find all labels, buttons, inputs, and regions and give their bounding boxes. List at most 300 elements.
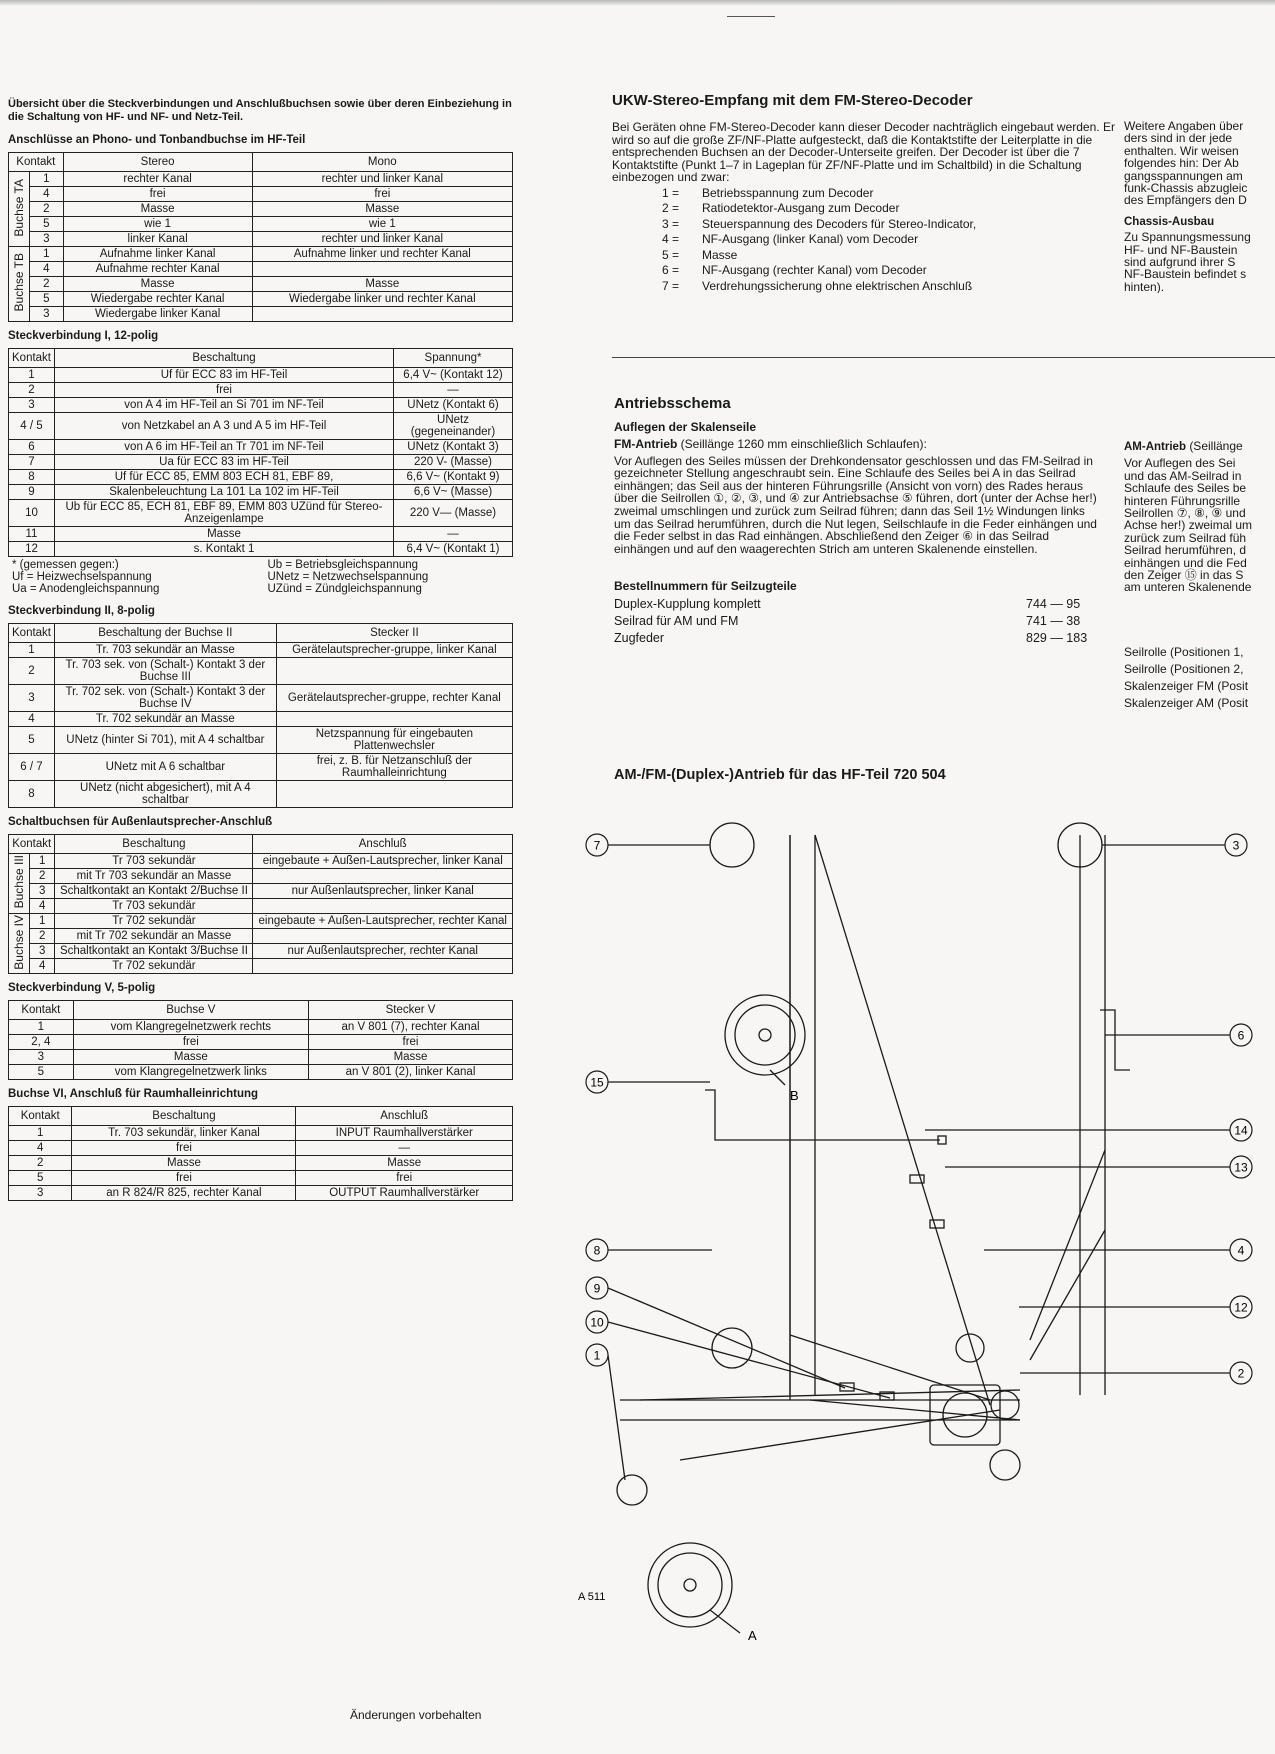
bestell-list	[614, 595, 1099, 646]
table-cell: OUTPUT Raumhallverstärker	[296, 1186, 513, 1201]
side-line: Seilrollen ⑦, ⑧, ⑨ und	[1124, 506, 1246, 521]
side-line: hinteren Führungsrille	[1124, 493, 1241, 508]
table-row	[9, 368, 513, 383]
ukw-side-column	[1124, 120, 1275, 293]
table-row	[9, 869, 513, 884]
side-line: Skalenzeiger AM (Posit	[1124, 696, 1249, 710]
pointer-15	[705, 1090, 940, 1140]
table-cell: Masse	[309, 1050, 513, 1065]
order-item	[614, 595, 1099, 612]
note-line: UNetz = Netzwechselspannung	[267, 571, 429, 583]
fm-length: (Seillänge 1260 mm einschließlich Schlaufen):	[680, 437, 927, 451]
table-cell: Wiedergabe rechter Kanal	[63, 292, 252, 307]
b6-title: Buchse VI, Anschluß für Raumhalleinrichtung	[8, 1088, 259, 1100]
list-text: NF-Ausgang (rechter Kanal) vom Decoder	[702, 263, 927, 278]
table-cell	[276, 781, 512, 808]
column-header: Kontakt	[9, 624, 55, 643]
table-row	[9, 1020, 513, 1035]
table-header-row	[9, 835, 513, 854]
column-header: Buchse V	[73, 1001, 308, 1020]
column-header: Mono	[252, 153, 512, 172]
list-item	[662, 186, 1117, 202]
table-cell: Tr 702 sekundär	[55, 914, 253, 929]
table-cell: 2, 4	[9, 1035, 74, 1050]
table-row	[9, 277, 513, 292]
callout-label: 14	[1234, 1123, 1248, 1138]
table-cell: 220 V— (Masse)	[394, 500, 513, 527]
side-line: des Empfängers den D	[1124, 193, 1247, 208]
table-cell: frei	[252, 187, 512, 202]
table-cell: 6,4 V~ (Kontakt 12)	[394, 368, 513, 383]
side-line: gangsspannungen am	[1124, 168, 1243, 183]
column-header: Beschaltung	[55, 835, 253, 854]
column-header: Beschaltung	[55, 349, 394, 368]
table-cell: 220 V- (Masse)	[394, 455, 513, 470]
phono-table	[8, 152, 513, 322]
table-cell: 2	[30, 869, 55, 884]
table-cell: 8	[9, 470, 55, 485]
table-row	[9, 781, 513, 808]
table-cell: UNetz (hinter Si 701), mit A 4 schaltbar	[55, 727, 277, 754]
bestell-side-column	[1124, 644, 1275, 712]
table-cell: frei	[55, 383, 394, 398]
table-cell	[253, 959, 513, 974]
table-cell: 7	[9, 455, 55, 470]
table-row	[9, 202, 513, 217]
table-cell: 2	[30, 277, 64, 292]
table-row	[9, 383, 513, 398]
list-number: 5 =	[662, 247, 680, 262]
table-row	[9, 658, 513, 685]
table-cell: wie 1	[63, 217, 252, 232]
table-cell: 1	[9, 643, 55, 658]
table-cell: 1	[9, 1020, 74, 1035]
schaltbuchsen-table	[8, 834, 513, 974]
side-line: sind aufgrund ihrer S	[1124, 255, 1236, 270]
table-row	[9, 1035, 513, 1050]
table-cell: 3	[9, 1050, 74, 1065]
list-number: 1 =	[662, 185, 680, 200]
callout-label: 9	[593, 1281, 601, 1296]
table-cell: Aufnahme rechter Kanal	[63, 262, 252, 277]
table-cell: Tr 703 sekundär	[55, 854, 253, 869]
table-cell: UNetz (nicht abgesichert), mit A 4 schaltbar	[55, 781, 277, 808]
bestell-title: Bestellnummern für Seilzugteile	[614, 579, 797, 594]
side-line: einhängen und die Fed	[1124, 555, 1247, 570]
table-cell: mit Tr 703 sekundär an Masse	[55, 869, 253, 884]
table-cell: 2	[9, 658, 55, 685]
table-cell: 1	[30, 854, 55, 869]
table-cell: Uf für ECC 85, EMM 803 ECH 81, EBF 89,	[55, 470, 394, 485]
list-number: 4 =	[662, 232, 680, 247]
table-row	[9, 643, 513, 658]
callout-label: 4	[1237, 1243, 1245, 1258]
side-line: ders sind in der jede	[1124, 131, 1233, 146]
note-line: * (gemessen gegen:)	[12, 559, 119, 571]
label-a: A	[748, 1628, 757, 1643]
side-line: folgendes hin: Der Ab	[1124, 156, 1239, 171]
side-line: NF-Baustein befindet s	[1124, 267, 1247, 282]
cable	[815, 835, 990, 1405]
table-row	[9, 1141, 513, 1156]
order-label: Duplex-Kupplung komplett	[614, 596, 761, 611]
table-row	[9, 485, 513, 500]
table-cell: Wiedergabe linker Kanal	[63, 307, 252, 322]
table-row	[9, 470, 513, 485]
table-cell: Tr 702 sekundär	[55, 959, 253, 974]
table-cell: 2	[30, 929, 55, 944]
callout-label: 15	[590, 1075, 604, 1090]
column-header: Kontakt	[9, 153, 64, 172]
table-cell: —	[296, 1141, 513, 1156]
order-number: 829 — 183	[1026, 630, 1088, 645]
table-cell: 5	[9, 1171, 72, 1186]
note-line: Uf = Heizwechselspannung	[12, 571, 152, 583]
table-cell: vom Klangregelnetzwerk links	[73, 1065, 308, 1080]
s2-table	[8, 623, 513, 808]
s5-title: Steckverbindung V, 5-polig	[8, 982, 156, 994]
cable	[680, 1410, 1000, 1460]
table-row	[9, 854, 513, 869]
side-line: funk-Chassis abzugleic	[1124, 181, 1248, 196]
group-label	[9, 854, 30, 914]
table-cell: Aufnahme linker und rechter Kanal	[252, 247, 512, 262]
table-header-row	[9, 624, 513, 643]
table-row	[9, 542, 513, 557]
table-cell: Aufnahme linker Kanal	[63, 247, 252, 262]
s1-notes	[12, 559, 513, 595]
s1-title: Steckverbindung I, 12-polig	[8, 330, 159, 342]
list-text: Betriebsspannung zum Decoder	[702, 185, 874, 200]
column-header: Beschaltung	[72, 1107, 296, 1126]
table-row	[9, 413, 513, 440]
fm-text: Vor Auflegen des Seiles müssen der Drehkondensator geschlossen und das FM-Seilrad in gezeichneter Stellung angeschraubt sein. Eine Schlaufe des Seiles bei A in das Seilrad einhängen; das Seil aus der hinteren Führungsrille (Ansicht von vorn) des Rades heraus über die Seilrollen ①, ②, ③, und ④ zur Antriebsachse ⑤ führen, dort (unter der Achse her!) zweimal umschlingen und zurück zum Seilrad führen; dann das Seil 1½ Windungen links um das Seilrad herumführen, durch die Nut legen, Seilschlaufe in die Feder einhängen und die Feder selbst in das Rad einhängen. Abschließend den Zeiger ⑥ in das Seilrad einhängen und auf den waagerechten Strich am unteren Skalenende einstellen.	[614, 453, 1097, 556]
table-cell: 6,6 V~ (Kontakt 9)	[394, 470, 513, 485]
list-text: NF-Ausgang (linker Kanal) vom Decoder	[702, 232, 919, 247]
table-row	[9, 455, 513, 470]
list-item	[662, 201, 1117, 217]
fm-title: FM-Antrieb	[614, 437, 678, 451]
group-label	[9, 247, 30, 322]
group-label-text: Buchse III	[12, 855, 26, 909]
order-number: 744 — 95	[1026, 596, 1081, 611]
table-cell: 5	[30, 217, 64, 232]
table-row	[9, 1156, 513, 1171]
chassis-title: Chassis-Ausbau	[1124, 215, 1215, 228]
table-cell: von A 4 im HF-Teil an Si 701 im NF-Teil	[55, 398, 394, 413]
column-header: Kontakt	[9, 1107, 72, 1126]
table-cell: rechter und linker Kanal	[252, 172, 512, 187]
table-cell: UNetz (Kontakt 3)	[394, 440, 513, 455]
table-cell: 8	[9, 781, 55, 808]
callout-line	[710, 1610, 740, 1633]
note-line: Ub = Betriebsgleichspannung	[267, 559, 419, 571]
table-cell: Schaltkontakt an Kontakt 3/Buchse II	[55, 944, 253, 959]
column-header: Anschluß	[253, 835, 513, 854]
table-cell: an R 824/R 825, rechter Kanal	[72, 1186, 296, 1201]
callout-label: 7	[593, 838, 601, 853]
table-row	[9, 187, 513, 202]
table-cell: Tr. 703 sekundär, linker Kanal	[72, 1126, 296, 1141]
table-cell: 1	[30, 172, 64, 187]
table-cell: von Netzkabel an A 3 und A 5 im HF-Teil	[55, 413, 394, 440]
list-number: 2 =	[662, 201, 680, 216]
table-cell: 4	[30, 899, 55, 914]
wheel-b	[725, 995, 805, 1075]
side-line: enthalten. Wir weisen	[1124, 143, 1239, 158]
table-row	[9, 929, 513, 944]
table-row	[9, 1065, 513, 1080]
cable	[810, 1400, 1020, 1420]
callout-label: 12	[1234, 1300, 1248, 1315]
table-cell	[276, 658, 512, 685]
table-row	[9, 440, 513, 455]
wheel-a-inner	[658, 1553, 722, 1617]
table-cell: Tr 703 sekundär	[55, 899, 253, 914]
callout-line	[608, 1322, 890, 1398]
side-line: zurück zum Seilrad füh	[1124, 530, 1247, 545]
order-item	[614, 612, 1099, 629]
diagram-ref: A 511	[578, 1591, 606, 1603]
table-cell: Netzspannung für eingebauten Plattenwechsler	[276, 727, 512, 754]
table-cell: wie 1	[252, 217, 512, 232]
table-cell	[252, 307, 512, 322]
table-cell: 6,4 V~ (Kontakt 1)	[394, 542, 513, 557]
table-cell: Masse	[73, 1050, 308, 1065]
column-header: Kontakt	[9, 1001, 74, 1020]
callout-label: 3	[1232, 838, 1240, 853]
wheel-b-hub	[759, 1029, 771, 1041]
wheel-a	[648, 1543, 732, 1627]
group-label-text: Buchse TB	[12, 253, 26, 312]
list-text: Ratiodetektor-Ausgang zum Decoder	[702, 201, 900, 216]
table-cell: 1	[9, 368, 55, 383]
table-row	[9, 500, 513, 527]
table-row	[9, 1186, 513, 1201]
table-cell: 6 / 7	[9, 754, 55, 781]
table-cell: Masse	[63, 202, 252, 217]
cable	[790, 1335, 990, 1400]
table-cell: an V 801 (2), linker Kanal	[309, 1065, 513, 1080]
table-cell: 6	[9, 440, 55, 455]
table-cell: Masse	[55, 527, 394, 542]
order-item	[614, 629, 1099, 646]
side-line: Skalenzeiger FM (Posit	[1124, 679, 1249, 693]
table-row	[9, 247, 513, 262]
table-cell: 4 / 5	[9, 413, 55, 440]
table-cell: Ua für ECC 83 im HF-Teil	[55, 455, 394, 470]
am-length: (Seillänge	[1189, 440, 1243, 453]
fm-heading	[614, 438, 1099, 451]
table-cell: 11	[9, 527, 55, 542]
table-cell: Masse	[252, 202, 512, 217]
s2-title: Steckverbindung II, 8-polig	[8, 605, 155, 617]
table-cell	[253, 929, 513, 944]
column-header: Stereo	[63, 153, 252, 172]
table-cell: UNetz mit A 6 schaltbar	[55, 754, 277, 781]
note-line: UZünd = Zündgleichspannung	[267, 583, 422, 595]
table-cell: 3	[9, 398, 55, 413]
side-line: Zu Spannungsmessung	[1124, 230, 1251, 245]
table-cell: INPUT Raumhallverstärker	[296, 1126, 513, 1141]
diagram-title-wrap	[614, 767, 1114, 795]
table-cell: Uf für ECC 83 im HF-Teil	[55, 368, 394, 383]
table-cell: Schaltkontakt an Kontakt 2/Buchse II	[55, 884, 253, 899]
diagram-title: AM-/FM-(Duplex-)Antrieb für das HF-Teil 720 504	[614, 767, 946, 783]
schaltbuchsen-title: Schaltbuchsen für Außenlautsprecher-Anschluß	[8, 816, 273, 828]
section-divider	[612, 357, 1275, 358]
table-cell: 3	[9, 685, 55, 712]
antrieb-sub: Auflegen der Skalenseile	[614, 420, 757, 434]
list-item	[662, 232, 1117, 248]
list-number: 6 =	[662, 263, 680, 278]
table-cell: 2	[30, 202, 64, 217]
table-cell: frei	[309, 1035, 513, 1050]
table-cell: eingebaute + Außen-Lautsprecher, linker Kanal	[253, 854, 513, 869]
table-cell: 4	[9, 1141, 72, 1156]
side-line: Seilrolle (Positionen 1,	[1124, 645, 1244, 659]
callout-label: 6	[1237, 1028, 1245, 1043]
table-row	[9, 262, 513, 277]
table-cell: s. Kontakt 1	[55, 542, 394, 557]
table-cell: 6,6 V~ (Masse)	[394, 485, 513, 500]
side-line: Schlaufe des Seiles be	[1124, 481, 1247, 496]
table-row	[9, 232, 513, 247]
table-cell: 1	[30, 914, 55, 929]
list-item	[662, 217, 1117, 233]
side-line: Seilrad herumführen, d	[1124, 543, 1247, 558]
table-cell: von A 6 im HF-Teil an Tr 701 im NF-Teil	[55, 440, 394, 455]
table-row	[9, 1171, 513, 1186]
table-cell: Gerätelautsprecher-gruppe, linker Kanal	[276, 643, 512, 658]
group-label-text: Buchse TA	[12, 178, 26, 237]
table-cell	[252, 262, 512, 277]
note-line: Ua = Anodengleichspannung	[12, 583, 160, 595]
table-row	[9, 1050, 513, 1065]
callout-label: 8	[593, 1243, 601, 1258]
table-cell: 4	[30, 959, 55, 974]
ukw-list	[662, 186, 1117, 295]
list-number: 3 =	[662, 216, 680, 231]
table-row	[9, 727, 513, 754]
cable	[1030, 1150, 1105, 1340]
table-cell: vom Klangregelnetzwerk rechts	[73, 1020, 308, 1035]
table-cell: 1	[30, 247, 64, 262]
table-cell: Tr. 703 sek. von (Schalt-) Kontakt 3 der Buchse III	[55, 658, 277, 685]
column-header: Stecker V	[309, 1001, 513, 1020]
top-edge	[0, 0, 1275, 6]
list-item	[662, 263, 1117, 279]
table-cell: 4	[9, 712, 55, 727]
table-cell	[253, 899, 513, 914]
table-cell: 2	[9, 1156, 72, 1171]
callout-label: 1	[593, 1348, 601, 1363]
table-cell: Masse	[72, 1156, 296, 1171]
order-label: Seilrad für AM und FM	[614, 613, 739, 628]
table-cell: —	[394, 527, 513, 542]
ukw-text: Bei Geräten ohne FM-Stereo-Decoder kann dieser Decoder nachträglich eingebaut werden. Er wird so auf die große ZF/NF-Platte aufgesteckt, daß die Kontaktstifte der Leiterplatte in die entsprechenden Buchsen an der Decoder-Unterseite greifen. Der Decoder ist über die 7 Kontaktstifte (Punkt 1–7 in Lageplan für ZF/NF-Platte und im Schaltbild) in die Schaltung einbezogen und zwar:	[612, 120, 1115, 185]
table-cell: Tr. 702 sek. von (Schalt-) Kontakt 3 der Buchse IV	[55, 685, 277, 712]
group-label	[9, 914, 30, 974]
pulley-1	[617, 1475, 647, 1505]
table-row	[9, 914, 513, 929]
intro-text: Übersicht über die Steckverbindungen und Anschlußbuchsen sowie über deren Einbeziehung in die Schaltung von HF- und NF- und Netz-Teil.	[8, 98, 512, 123]
list-text: Verdrehungssicherung ohne elektrischen Anschluß	[702, 278, 973, 293]
clip-13	[930, 1220, 944, 1228]
callout-line	[770, 1070, 785, 1085]
table-cell: Wiedergabe linker und rechter Kanal	[252, 292, 512, 307]
group-label	[9, 172, 30, 247]
table-cell: Tr. 702 sekundär an Masse	[55, 712, 277, 727]
table-row	[9, 172, 513, 187]
table-cell: an V 801 (7), rechter Kanal	[309, 1020, 513, 1035]
pulley-12	[991, 1391, 1019, 1419]
s5-table	[8, 1000, 513, 1080]
column-header: Spannung*	[394, 349, 513, 368]
side-line: Seilrolle (Positionen 2,	[1124, 662, 1244, 676]
table-cell: nur Außenlautsprecher, linker Kanal	[253, 884, 513, 899]
table-cell: rechter und linker Kanal	[252, 232, 512, 247]
table-cell: 3	[30, 944, 55, 959]
side-line: und das AM-Seilrad in	[1124, 468, 1242, 483]
side-line: Vor Auflegen des Sei	[1124, 456, 1236, 471]
table-cell: 4	[30, 262, 64, 277]
phono-title: Anschlüsse an Phono- und Tonbandbuchse im HF-Teil	[8, 134, 306, 146]
table-cell: 12	[9, 542, 55, 557]
table-row	[9, 1126, 513, 1141]
table-cell: frei, z. B. für Netzanschluß der Raumhalleinrichtung	[276, 754, 512, 781]
table-row	[9, 292, 513, 307]
callout-label: 10	[590, 1315, 604, 1330]
table-cell: 1	[9, 1126, 72, 1141]
column-header: Kontakt	[9, 349, 55, 368]
table-cell: 3	[9, 1186, 72, 1201]
group-label-text: Buchse IV	[12, 914, 26, 970]
table-cell: 3	[30, 884, 55, 899]
table-cell: nur Außenlautsprecher, rechter Kanal	[253, 944, 513, 959]
table-cell: 2	[9, 383, 55, 398]
wheel-b-inner	[735, 1005, 795, 1065]
table-row	[9, 527, 513, 542]
order-number: 741 — 38	[1026, 613, 1081, 628]
table-cell: Masse	[296, 1156, 513, 1171]
table-cell: 5	[9, 727, 55, 754]
table-cell	[253, 869, 513, 884]
table-row	[9, 712, 513, 727]
table-cell: 10	[9, 500, 55, 527]
table-cell: UNetz (Kontakt 6)	[394, 398, 513, 413]
side-line: am unteren Skalenende	[1124, 580, 1252, 594]
right-column	[612, 92, 1117, 294]
pulley-7	[710, 823, 754, 867]
order-label: Zugfeder	[614, 630, 665, 645]
list-text: Masse	[702, 247, 738, 262]
table-row	[9, 944, 513, 959]
table-cell: 3	[30, 232, 64, 247]
table-cell: Skalenbeleuchtung La 101 La 102 im HF-Teil	[55, 485, 394, 500]
table-cell: 4	[30, 187, 64, 202]
table-row	[9, 398, 513, 413]
table-row	[9, 899, 513, 914]
b6-table	[8, 1106, 513, 1201]
table-cell: eingebaute + Außen-Lautsprecher, rechter Kanal	[253, 914, 513, 929]
column-header: Anschluß	[296, 1107, 513, 1126]
callout-line	[608, 1355, 625, 1480]
footer-note: Änderungen vorbehalten	[350, 1708, 482, 1722]
left-column	[8, 98, 513, 1201]
table-row	[9, 884, 513, 899]
table-row	[9, 959, 513, 974]
